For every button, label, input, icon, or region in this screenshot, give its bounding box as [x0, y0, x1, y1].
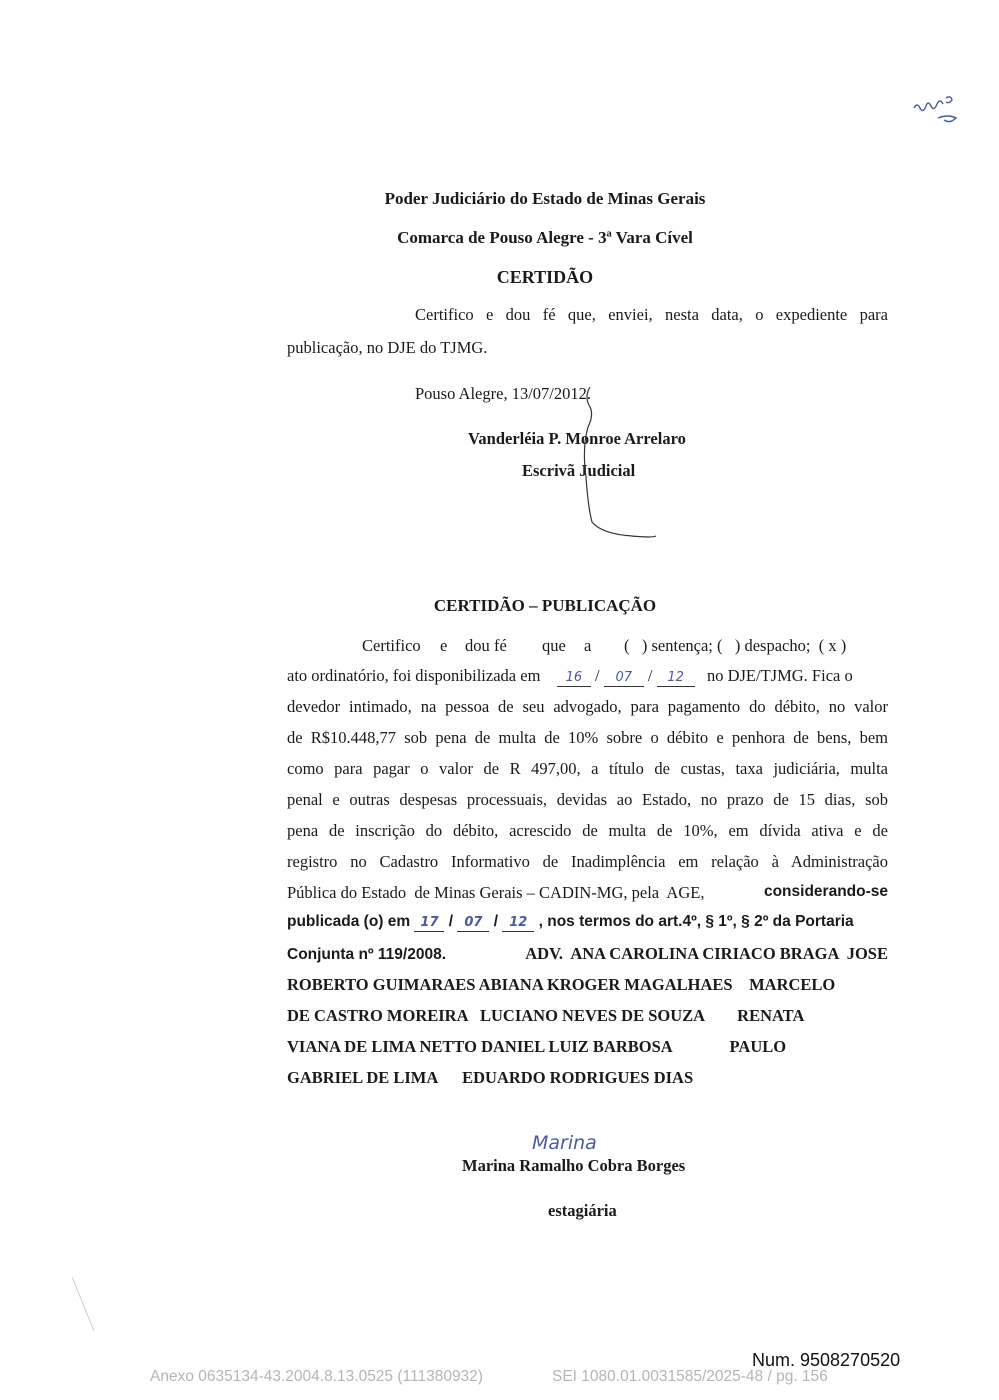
escriva-signature [570, 385, 670, 545]
header-comarca: Comarca de Pouso Alegre - 3ª Vara Cível [397, 228, 693, 247]
certidao2-line7: pena de inscrição do débito, acrescido de multa de 10%, em dívida ativa e de [287, 821, 888, 840]
disp-month-field: 07 [604, 668, 644, 687]
pub-month-field: 07 [457, 914, 489, 932]
checkbox-options: ( ) sentença; ( ) despacho; ( x ) [624, 636, 847, 655]
line11-adv: ADV. ANA CAROLINA CIRIACO BRAGA JOSE [525, 944, 888, 963]
signature-stroke-icon [570, 385, 670, 545]
word-certifico: Certifico [362, 636, 421, 655]
certidao2-line8: registro no Cadastro Informativo de Inadimplência em relação à Administração [287, 852, 888, 871]
disp-year-field: 12 [657, 668, 695, 687]
certidao2-line3: devedor intimado, na pessoa de seu advogado, para pagamento do débito, no valor [287, 697, 888, 716]
line10-suffix: , nos termos do art.4º, § 1º, § 2º da Portaria [538, 913, 854, 930]
word-a: a [584, 636, 592, 655]
certidao2-line5: como para pagar o valor de R 497,00, a título de custas, taxa judiciária, multa [287, 759, 888, 778]
certidao2-signer-name: Marina Ramalho Cobra Borges [462, 1156, 686, 1175]
certidao2-line1 [362, 636, 888, 656]
certidao2-line15: GABRIEL DE LIMA EDUARDO RODRIGUES DIAS [287, 1068, 694, 1087]
disp-day-field: 16 [557, 668, 591, 687]
pub-year-field: 12 [502, 914, 534, 932]
certidao2-line6: penal e outras despesas processuais, devidas ao Estado, no prazo de 15 dias, sob [287, 790, 888, 809]
handwritten-signature: Marina [532, 1132, 597, 1154]
certidao2-line10: publicada (o) em 17 / 07 / 12 , nos termos do art.4º, § 1º, § 2º da Portaria [287, 913, 854, 930]
scan-line-icon [70, 1275, 100, 1335]
page-number-mark [910, 92, 960, 126]
certidao2-line9 [287, 883, 888, 903]
footer-num: Num. 9508270520 [752, 1350, 901, 1370]
pub-day-field: 17 [414, 914, 444, 932]
certidao1-text-line2: publicação, no DJE do TJMG. [287, 338, 488, 357]
certidao1-signer-name: Vanderléia P. Monroe Arrelaro [468, 429, 686, 448]
line10-prefix: publicada (o) em [287, 913, 411, 930]
scan-mark [70, 1275, 100, 1335]
certidao2-signer-role: estagiária [548, 1201, 617, 1220]
line11-portaria: Conjunta nº 119/2008. [287, 946, 446, 963]
certidao2-line12: ROBERTO GUIMARAES ABIANA KROGER MAGALHAES MARCELO [287, 975, 836, 994]
word-e: e [440, 636, 448, 655]
word-dou: dou [465, 636, 490, 655]
line9-text: Pública do Estado de Minas Gerais – CADIN-MG, pela AGE, [287, 883, 705, 902]
footer-sei: SEI 1080.01.0031585/2025-48 / pg. 156 [552, 1368, 828, 1385]
certidao2-line13: DE CASTRO MOREIRA LUCIANO NEVES DE SOUZA RENATA [287, 1006, 805, 1025]
word-fe: fé [494, 636, 507, 655]
certidao2-line2: ato ordinatório, foi disponibilizada em 16 / 07 / 12 no DJE/TJMG. Fica o [287, 666, 853, 685]
header-court: Poder Judiciário do Estado de Minas Gerais [384, 189, 706, 208]
line9-bold: considerando-se [763, 883, 888, 900]
certidao2-line14: VIANA DE LIMA NETTO DANIEL LUIZ BARBOSA PAULO [287, 1037, 787, 1056]
certidao1-signer-role: Escrivã Judicial [522, 461, 636, 480]
certidao2-line11 [287, 944, 888, 964]
certidao1-text-line1: Certifico e dou fé que, enviei, nesta data, o expediente para [415, 305, 888, 324]
certidao2-title: CERTIDÃO – PUBLICAÇÃO [433, 596, 657, 615]
header-certidao-title: CERTIDÃO [496, 267, 594, 287]
footer-anexo: Anexo 0635134-43.2004.8.13.0525 (111380932) [150, 1368, 483, 1385]
line2-prefix: ato ordinatório, foi disponibilizada em [287, 666, 541, 685]
certidao2-line4: de R$10.448,77 sob pena de multa de 10% sobre o débito e penhora de bens, bem [287, 728, 888, 747]
line2-suffix: no DJE/TJMG. Fica o [706, 666, 853, 685]
word-que: que [542, 636, 566, 655]
page-number-scribble-icon [910, 92, 960, 126]
certidao1-place-date: Pouso Alegre, 13/07/2012. [415, 384, 591, 403]
